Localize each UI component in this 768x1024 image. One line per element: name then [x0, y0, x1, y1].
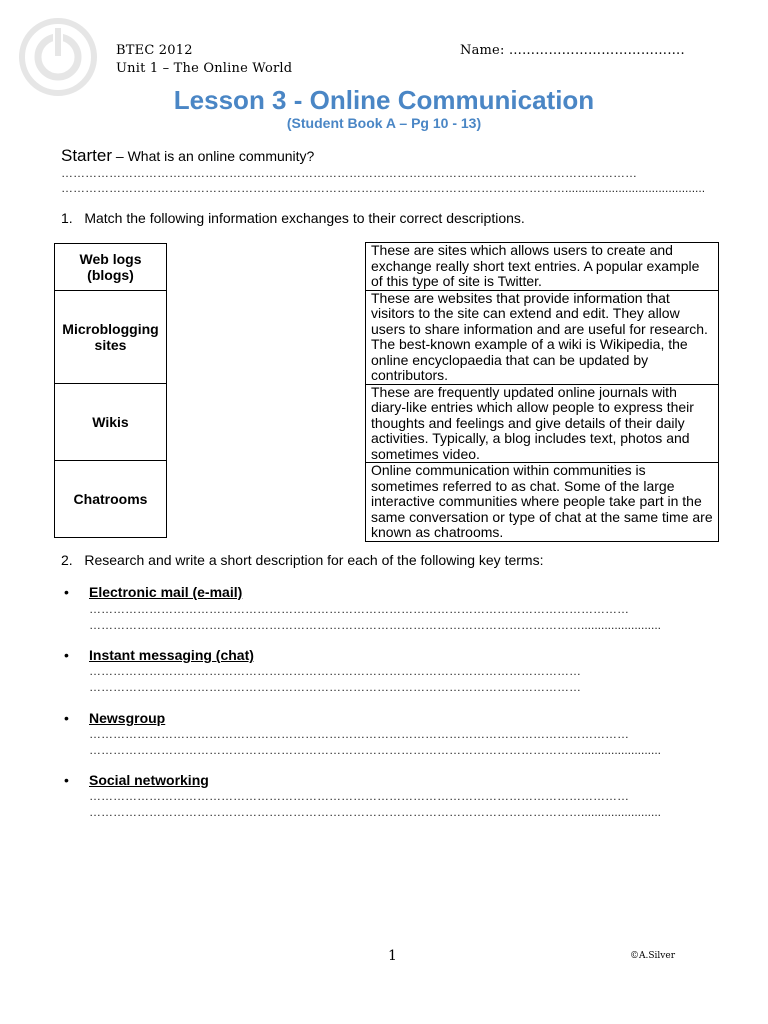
copyright: ©A.Silver [630, 951, 675, 961]
question-1: 1. Match the following information exchanges to their correct descriptions. [61, 210, 525, 226]
bullet-icon: • [64, 647, 69, 663]
question-2: 2. Research and write a short description for each of the following key terms: [61, 552, 544, 568]
key-term-email: Electronic mail (e-mail) [89, 584, 243, 600]
newsgroup-answer-line-2[interactable]: ……………………………………………………………………………………………………………........................ [89, 743, 662, 757]
unit-label: Unit 1 – The Online World [116, 61, 293, 76]
social-answer-line-2[interactable]: ……………………………………………………………………………………………………………........................ [89, 805, 662, 819]
starter-prompt [61, 146, 314, 166]
starter-question: – What is an online community? [112, 148, 315, 164]
page-title: Lesson 3 - Online Communication [173, 85, 595, 115]
term-cell: Microblogging sites [55, 291, 167, 384]
bullet-icon: • [64, 772, 69, 788]
bullet-icon: • [64, 710, 69, 726]
starter-answer-line-2[interactable]: ……………………………………………………………………………………………………………….......................................... [61, 181, 706, 195]
description-cell: Online communication within communities is sometimes referred to as chat. Some of the large interactive communities where people take part in the same conversation or type of chat at the same time are known as chatrooms. [366, 463, 719, 542]
starter-label: Starter [61, 146, 113, 165]
description-cell: These are frequently updated online journals with diary-like entries which allow people to express their thoughts and feelings and give details of their daily activities. Typically, a blog includes text, photos and sometimes video. [366, 384, 719, 463]
match-descriptions-table [365, 242, 719, 542]
key-term-newsgroup: Newsgroup [89, 710, 166, 726]
starter-answer-line-1[interactable]: ……………………………………………………………………………………………………………………………… [61, 166, 637, 180]
course-label: BTEC 2012 [116, 43, 193, 58]
key-term-social-networking: Social networking [89, 772, 209, 788]
social-answer-line-1[interactable]: ……………………………………………………………………………………………………………………… [89, 789, 629, 803]
email-answer-line-1[interactable]: ……………………………………………………………………………………………………………………… [89, 602, 629, 616]
term-cell: Web logs (blogs) [55, 244, 167, 291]
key-term-instant-messaging: Instant messaging (chat) [89, 647, 254, 663]
page-subtitle: (Student Book A – Pg 10 - 13) [286, 115, 482, 131]
newsgroup-answer-line-1[interactable]: ……………………………………………………………………………………………………………………… [89, 727, 629, 741]
match-terms-table [54, 243, 167, 538]
name-field-label: Name: …………………………………. [460, 43, 685, 58]
im-answer-line-2[interactable]: …………………………………………………………………………………………………………… [89, 680, 581, 694]
bullet-icon: • [64, 584, 69, 600]
im-answer-line-1[interactable]: …………………………………………………………………………………………………………… [89, 664, 581, 678]
description-cell: These are sites which allows users to create and exchange really short text entries. A popular example of this type of site is Twitter. [366, 243, 719, 291]
term-cell: Chatrooms [55, 461, 167, 538]
term-cell: Wikis [55, 384, 167, 461]
page-number: 1 [388, 948, 397, 964]
description-cell: These are websites that provide information that visitors to the site can extend and edit. They allow users to share information and are useful for research. The best-known example of a wiki is Wikipedia, the online encyclopaedia that can be updated by contributors. [366, 290, 719, 384]
email-answer-line-2[interactable]: ……………………………………………………………………………………………………………........................ [89, 618, 662, 632]
